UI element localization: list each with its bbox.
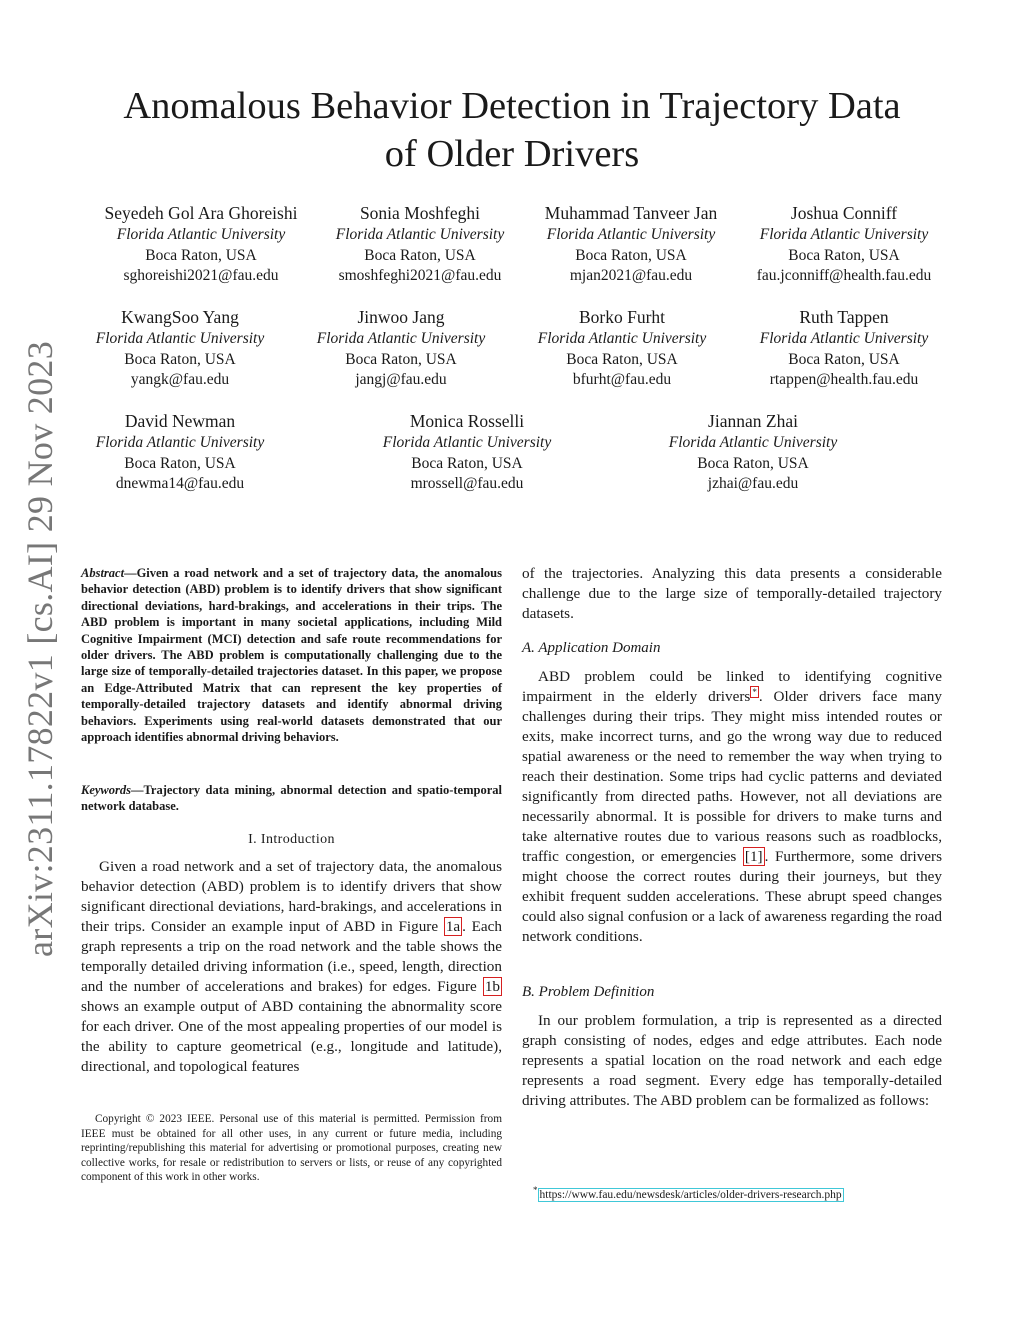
author-email[interactable]: rtappen@health.fau.edu	[769, 371, 919, 389]
author-email[interactable]: mjan2021@fau.edu	[569, 267, 693, 285]
keywords	[81, 782, 502, 815]
footnote	[533, 1185, 844, 1201]
author-block: Borko Furht Florida Atlantic University Boca Raton, USA bfurht@fau.edu	[522, 306, 722, 391]
footnote-url-link[interactable]: https://www.fau.edu/newsdesk/articles/older-drivers-research.php	[539, 1188, 842, 1201]
abstract-text: —Given a road network and a set of trajectory data, the anomalous behavior detection (ABD) problem is to identify drivers that show significant directional deviations, hard-brakings, and accelerations in their trips. The ABD problem is important in many societal applications, including Mild Cognitive Impairment (MCI) detection and safe route recommendations for older drivers. The ABD problem is computationally challenging due to the large size of temporally-detailed trajectories dataset. In this paper, we propose an Edge-Attributed Matrix that can represent the key properties of temporally-detailed trajectory datasets and identify abnormal driving behaviors. Experiments using real-world datasets demonstrated that our approach identifies abnormal driving behaviors.	[81, 566, 502, 745]
author-email[interactable]: jzhai@fau.edu	[707, 475, 799, 493]
intro-paragraph: Given a road network and a set of trajectory data, the anomalous behavior detection (ABD) problem is to identify drivers that show significant directional deviations, hard-brakings, and accelerations in their trips. Consider an example input of ABD in Figure 1a . Each graph represents a trip on the road network and the table shows the temporally detailed driving information (i.e., speed, length, direction and the number of accelerations and brakes) for edges. Figure 1b shows an example output of ABD containing the abnormality score for each driver. One of the most appealing properties of our model is the ability to capture geometrical (e.g., longitude and latitude), directional, and topological features	[81, 858, 503, 1075]
author-email[interactable]: jangj@fau.edu	[355, 371, 447, 389]
author-block: David Newman Florida Atlantic University Boca Raton, USA dnewma14@fau.edu	[80, 410, 280, 495]
author-block: Muhammad Tanveer Jan Florida Atlantic University Boca Raton, USA mjan2021@fau.edu	[531, 202, 731, 287]
author-email[interactable]: mrossell@fau.edu	[410, 475, 524, 493]
author-block: Jinwoo Jang Florida Atlantic University Boca Raton, USA jangj@fau.edu	[301, 306, 501, 391]
application-domain-paragraph: ABD problem could be linked to identifying cognitive impairment in the elderly drivers * . Older drivers face many challenges during their trips. They might miss intended routes or exits, make incorrect turns, and go the wrong way due to reduced spatial awareness or the need to remember the way when trying to reach their destination. Some trips had cyclic patterns and deviated significantly from directed paths. However, not all deviations are necessarily abnormal. It is possible for drivers to make turns and take alternative routes due to various reasons such as roadblocks, traffic congestion, or emergencies [1] . Furthermore, some drivers might choose the correct routes during their journeys, but they exhibit frequent sudden accelerations. These abrupt speed changes could also signal confusion or a lack of awareness regarding the road network conditions.	[522, 668, 942, 945]
author-email[interactable]: yangk@fau.edu	[130, 371, 230, 389]
keywords-text: —Trajectory data mining, abnormal detection and spatio-temporal network database.	[81, 783, 502, 814]
problem-definition-paragraph: In our problem formulation, a trip is represented as a directed graph consisting of nodes, edges and edge attributes. Each node represents a spatial location on the road network and each edge represents a road segment. Every edge has temporally-detailed driving attributes. The ABD problem can be formalized as follows:	[522, 1012, 942, 1109]
abstract-label: Abstract	[81, 566, 125, 580]
title-line-2: of Older Drivers	[384, 133, 640, 175]
author-block: Joshua Conniff Florida Atlantic University Boca Raton, USA fau.jconniff@health.fau.edu	[739, 202, 949, 287]
footnote-mark: *	[533, 1185, 538, 1195]
author-block: KwangSoo Yang Florida Atlantic University Boca Raton, USA yangk@fau.edu	[80, 306, 280, 391]
right-column-continuation: of the trajectories. Analyzing this data presents a considerable challenge due to the large size of temporally-detailed trajectory datasets.	[522, 565, 942, 622]
author-block: Jiannan Zhai Florida Atlantic University Boca Raton, USA jzhai@fau.edu	[653, 410, 853, 495]
citation-ref-1[interactable]: [1]	[744, 848, 763, 865]
author-email[interactable]: smoshfeghi2021@fau.edu	[338, 267, 502, 285]
figure-ref-1b[interactable]: 1b	[484, 978, 500, 995]
author-email[interactable]: fau.jconniff@health.fau.edu	[756, 267, 932, 285]
subsection-heading-problem-definition: B. Problem Definition	[522, 984, 655, 1000]
paper-title	[60, 82, 964, 178]
copyright-notice: Copyright © 2023 IEEE. Personal use of this material is permitted. Permission from IEEE must be obtained for all other uses, in any current or future media, including reprinting/republishing this material for advertising or promotional purposes, creating new collective works, for resale or redistribution to servers or lists, or reuse of any copyrighted component of this work in other works.	[81, 1113, 502, 1184]
section-heading-introduction: I. Introduction	[248, 832, 335, 847]
abstract	[81, 565, 502, 745]
author-email[interactable]: sghoreishi2021@fau.edu	[123, 267, 279, 285]
author-email[interactable]: dnewma14@fau.edu	[115, 475, 245, 493]
footnote-ref[interactable]: *	[752, 686, 757, 697]
author-block: Sonia Moshfeghi Florida Atlantic University Boca Raton, USA smoshfeghi2021@fau.edu	[320, 202, 520, 287]
subsection-heading-application-domain: A. Application Domain	[522, 640, 661, 656]
author-block: Seyedeh Gol Ara Ghoreishi Florida Atlantic University Boca Raton, USA sghoreishi2021@fau.edu	[96, 202, 306, 287]
keywords-label: Keywords	[81, 783, 131, 797]
title-line-1: Anomalous Behavior Detection in Trajectory Data	[123, 85, 901, 127]
figure-ref-1a[interactable]: 1a	[445, 918, 461, 935]
author-block: Monica Rosselli Florida Atlantic University Boca Raton, USA mrossell@fau.edu	[367, 410, 567, 495]
author-block: Ruth Tappen Florida Atlantic University Boca Raton, USA rtappen@health.fau.edu	[744, 306, 944, 391]
arxiv-side-stamp: arXiv:2311.17822v1 [cs.AI] 29 Nov 2023	[20, 341, 60, 957]
author-email[interactable]: bfurht@fau.edu	[572, 371, 672, 389]
